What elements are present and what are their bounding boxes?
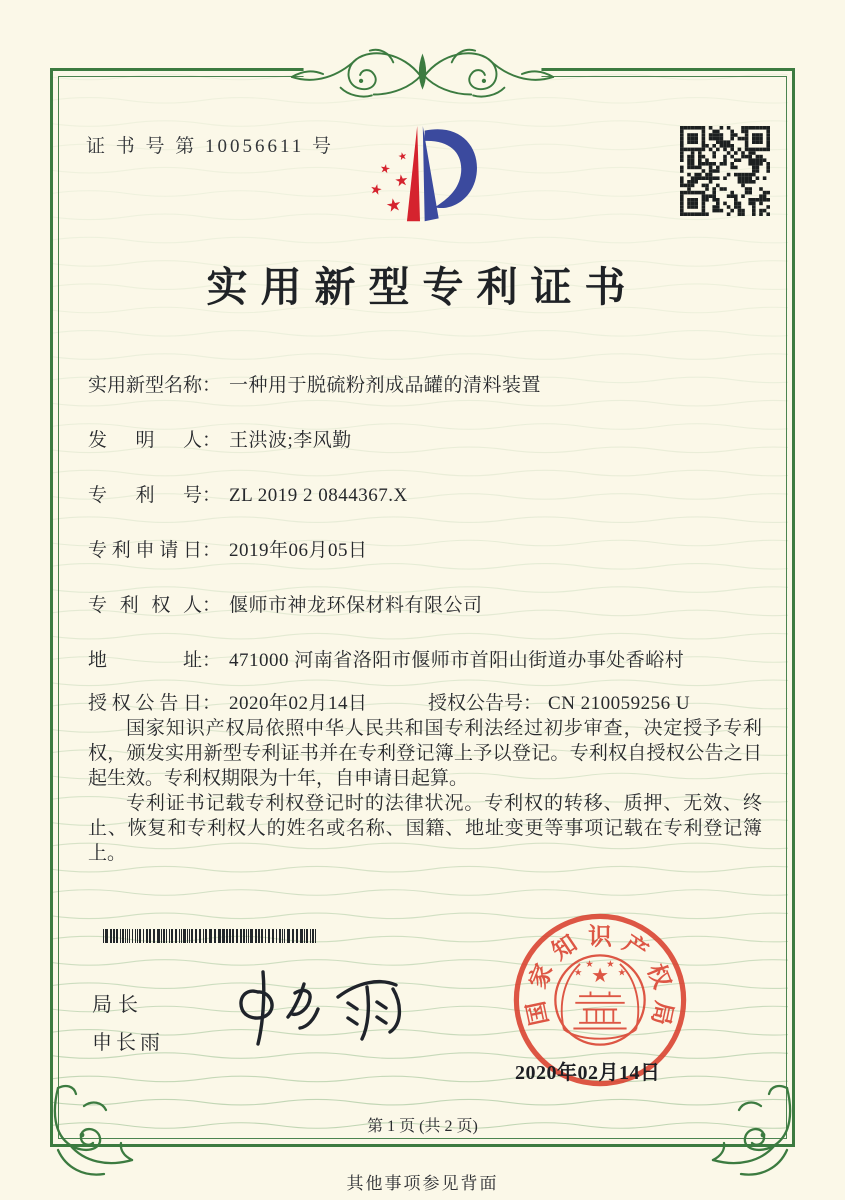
field-value: 2019年06月05日: [229, 540, 368, 561]
svg-text:识: 识: [588, 924, 612, 951]
field-value: 偃师市神龙环保材料有限公司: [229, 595, 483, 616]
grant-number-value: CN 210059256 U: [548, 693, 691, 714]
commissioner-name: 申长雨: [92, 1032, 164, 1054]
certificate-number: 证 书 号 第 10056611 号: [86, 136, 335, 157]
field-row-filing-date: [88, 535, 768, 561]
svg-text:★: ★: [617, 967, 627, 979]
svg-text:★: ★: [585, 958, 594, 970]
svg-text:权: 权: [641, 960, 675, 993]
legal-paragraph-2: 专利证书记载专利权登记时的法律状况。专利权的转移、质押、无效、终止、恢复和专利权人的姓名或名称、国籍、地址变更等事项记载在专利登记簿上。: [88, 793, 762, 864]
colon: ：: [202, 375, 222, 396]
logo-stars: [368, 150, 410, 217]
field-row-patentee: [88, 590, 768, 616]
field-label: 实用新型名称: [88, 375, 203, 396]
svg-text:★: ★: [573, 967, 583, 979]
grant-date-value: 2020年02月14日: [229, 693, 368, 714]
svg-text:产: 产: [617, 930, 653, 966]
grant-number-pair: [428, 688, 690, 715]
page-number: 第 1 页 (共 2 页): [367, 1118, 478, 1135]
field-row-patent-number: [88, 480, 768, 506]
field-row-grant: [88, 688, 768, 714]
field-label: 地址: [88, 650, 202, 671]
legal-text-block: [88, 716, 762, 866]
seal-date: 2020年02月14日: [515, 1062, 661, 1084]
svg-text:★: ★: [396, 149, 409, 164]
logo-red-wedge: [407, 126, 420, 221]
field-label: 专利号: [88, 485, 202, 506]
svg-text:国: 国: [523, 998, 554, 1028]
svg-text:★: ★: [606, 958, 615, 970]
svg-text:★: ★: [384, 194, 404, 218]
svg-text:★: ★: [591, 962, 609, 987]
field-value: 471000 河南省洛阳市偃师市首阳山街道办事处香峪村: [229, 650, 685, 671]
colon: ：: [202, 540, 222, 561]
seal-emblem-stars: [574, 959, 626, 987]
field-value: 一种用于脱硫粉剂成品罐的清料装置: [229, 375, 542, 396]
field-row-inventors: [88, 425, 768, 451]
colon: ：: [202, 693, 222, 714]
colon: ：: [523, 693, 543, 714]
qr-code: [680, 126, 770, 216]
field-row-address: [88, 645, 768, 671]
certificate-title: 实用新型专利证书: [206, 264, 639, 310]
colon: ：: [202, 485, 222, 506]
colon: ：: [202, 595, 222, 616]
field-value: ZL 2019 2 0844367.X: [229, 485, 408, 506]
fields-block: [88, 370, 768, 743]
colon: ：: [202, 650, 222, 671]
grant-number-label: 授权公告号: [428, 693, 524, 714]
colon: ：: [202, 430, 222, 451]
svg-text:知: 知: [547, 930, 583, 966]
legal-paragraph-1: 国家知识产权局依照中华人民共和国专利法经过初步审查，决定授予专利权，颁发实用新型专利证书并在专利登记簿上予以登记。专利权自授权公告之日起生效。专利权期限为十年，自申请日起算。: [88, 718, 762, 789]
field-label: 专利权人: [88, 595, 202, 616]
top-flourish-ornament: [247, 42, 598, 108]
cnipa-logo: [350, 116, 490, 234]
barcode: [103, 929, 320, 943]
svg-text:★: ★: [368, 181, 384, 200]
field-label: 发明人: [88, 430, 202, 451]
field-label: 专利申请日: [88, 540, 202, 561]
svg-text:★: ★: [378, 160, 392, 177]
field-value: 王洪波;李风勤: [229, 430, 352, 451]
svg-text:家: 家: [525, 960, 559, 993]
svg-text:局: 局: [646, 998, 677, 1028]
grant-date-label: 授权公告日: [88, 693, 202, 714]
svg-text:★: ★: [393, 169, 410, 191]
field-row-name: [88, 370, 768, 396]
commissioner-signature-image: [228, 964, 443, 1052]
commissioner-title: 局长: [92, 994, 144, 1016]
back-side-note: 其他事项参见背面: [346, 1174, 499, 1193]
